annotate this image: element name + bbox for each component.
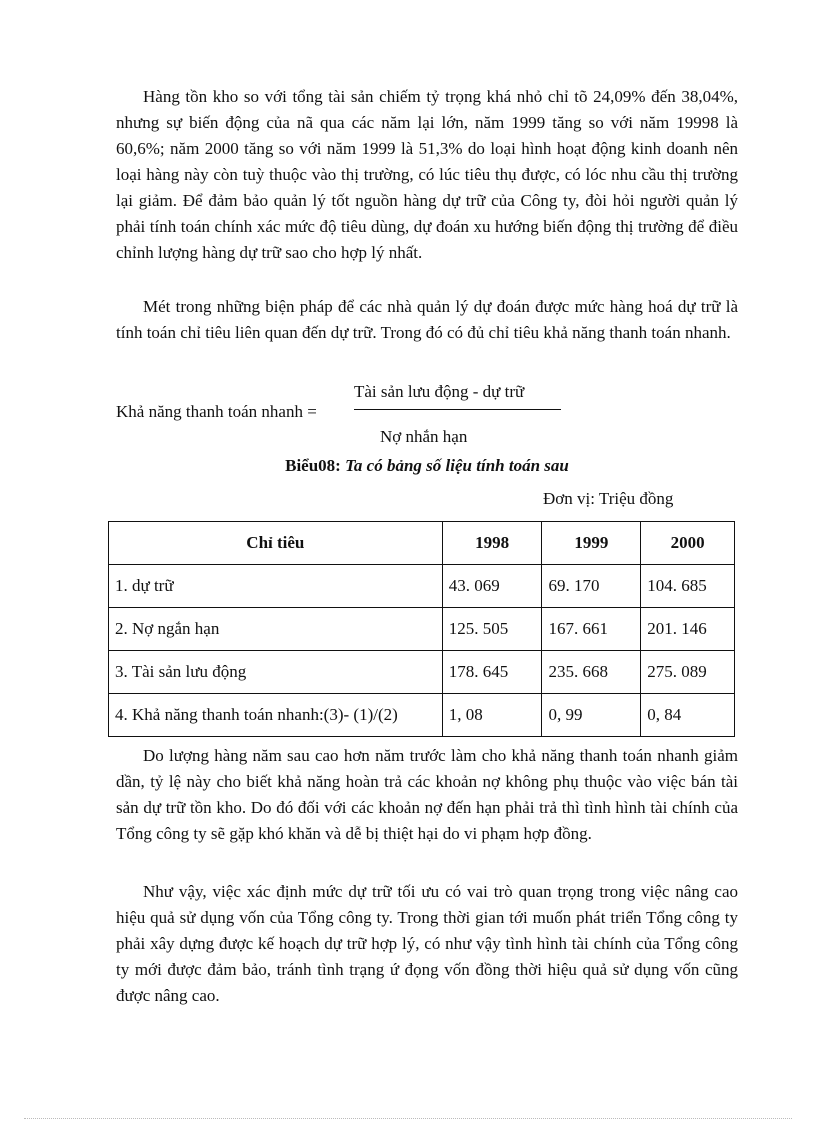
caption-prefix: Biểu08: [285,456,341,475]
header-1999: 1999 [542,522,641,565]
formula-label: Khả năng thanh toán nhanh = [116,402,317,421]
cell-2000: 0, 84 [641,694,735,737]
cell-1998: 1, 08 [442,694,542,737]
row-label: 2. Nợ ngắn hạn [109,608,443,651]
quick-ratio-table [108,521,735,737]
caption-text: Ta có bảng số liệu tính toán sau [340,456,569,475]
cell-1998: 43. 069 [442,565,542,608]
cell-1999: 0, 99 [542,694,641,737]
header-indicator: Chỉ tiêu [109,522,443,565]
row-label: 4. Khả năng thanh toán nhanh:(3)- (1)/(2) [109,694,443,737]
table-row [109,565,735,608]
unit-label: Đơn vị: Triệu đồng [543,489,674,508]
table-row [109,608,735,651]
formula-numerator: Tài sản lưu động - dự trữ [354,382,525,401]
cell-1999: 235. 668 [542,651,641,694]
header-1998: 1998 [442,522,542,565]
paragraph-conclusion: Như vậy, việc xác định mức dự trữ tối ưu có vai trò quan trọng trong việc nâng cao hiệu quả sử dụng vốn của Tổng công ty. Trong thời gian tới muốn phát triển Tổng công ty phải xây dựng được kế hoạch dự trữ hợp lý, có như vậy tình hình tài chính của Tổng công ty mới được đảm bảo, tránh tình trạng ứ đọng vốn đồng thời hiệu quả sử dụng vốn cũng được nâng cao. [116,882,738,1005]
table-row [109,651,735,694]
cell-2000: 104. 685 [641,565,735,608]
page-bottom-divider [24,1118,792,1119]
quick-ratio-formula [116,382,738,452]
cell-1999: 69. 170 [542,565,641,608]
formula-denominator: Nợ nhắn hạn [380,427,468,446]
cell-2000: 275. 089 [641,651,735,694]
row-label: 1. dự trữ [109,565,443,608]
header-2000: 2000 [641,522,735,565]
paragraph-inventory: Hàng tồn kho so với tổng tài sản chiếm tỷ trọng khá nhỏ chỉ tõ 24,09% đến 38,04%, nhưng sự biến động của nã qua các năm lại lớn, năm 1999 tăng so với năm 19998 là 60,6%; năm 2000 tăng so với năm 1999 là 51,3% do loại hình hoạt động kinh doanh nên loại hàng này còn tuỳ thuộc vào thị trường, có lúc tiêu thụ được, có lóc nhu cầu thị trường lại giảm. Để đảm bảo quản lý tốt nguồn hàng dự trữ của Công ty, đòi hỏi người quản lý phải tính toán chính xác mức độ tiêu dùng, dự đoán xu hướng biến động thị trường để điều chỉnh lượng hàng dự trữ sao cho hợp lý nhất. [116,87,738,262]
cell-2000: 201. 146 [641,608,735,651]
fraction-bar [354,409,561,410]
table-caption [116,456,738,476]
paragraph-analysis: Do lượng hàng năm sau cao hơn năm trước làm cho khả năng thanh toán nhanh giảm dần, tỷ lệ này cho biết khả năng hoàn trả các khoản nợ không phụ thuộc vào việc bán tài sản dự trữ tồn kho. Do đó đối với các khoản nợ đến hạn phải trả thì tình hình tài chính của Tổng công ty sẽ gặp khó khăn và dễ bị thiệt hại do vi phạm hợp đồng. [116,746,738,843]
row-label: 3. Tài sản lưu động [109,651,443,694]
cell-1999: 167. 661 [542,608,641,651]
cell-1998: 125. 505 [442,608,542,651]
cell-1998: 178. 645 [442,651,542,694]
paragraph-indicators: Mét trong những biện pháp để các nhà quản lý dự đoán được mức hàng hoá dự trữ là tính toán chỉ tiêu liên quan đến dự trữ. Trong đó có đủ chỉ tiêu khả năng thanh toán nhanh. [116,297,738,342]
table-row [109,694,735,737]
table-header-row [109,522,735,565]
